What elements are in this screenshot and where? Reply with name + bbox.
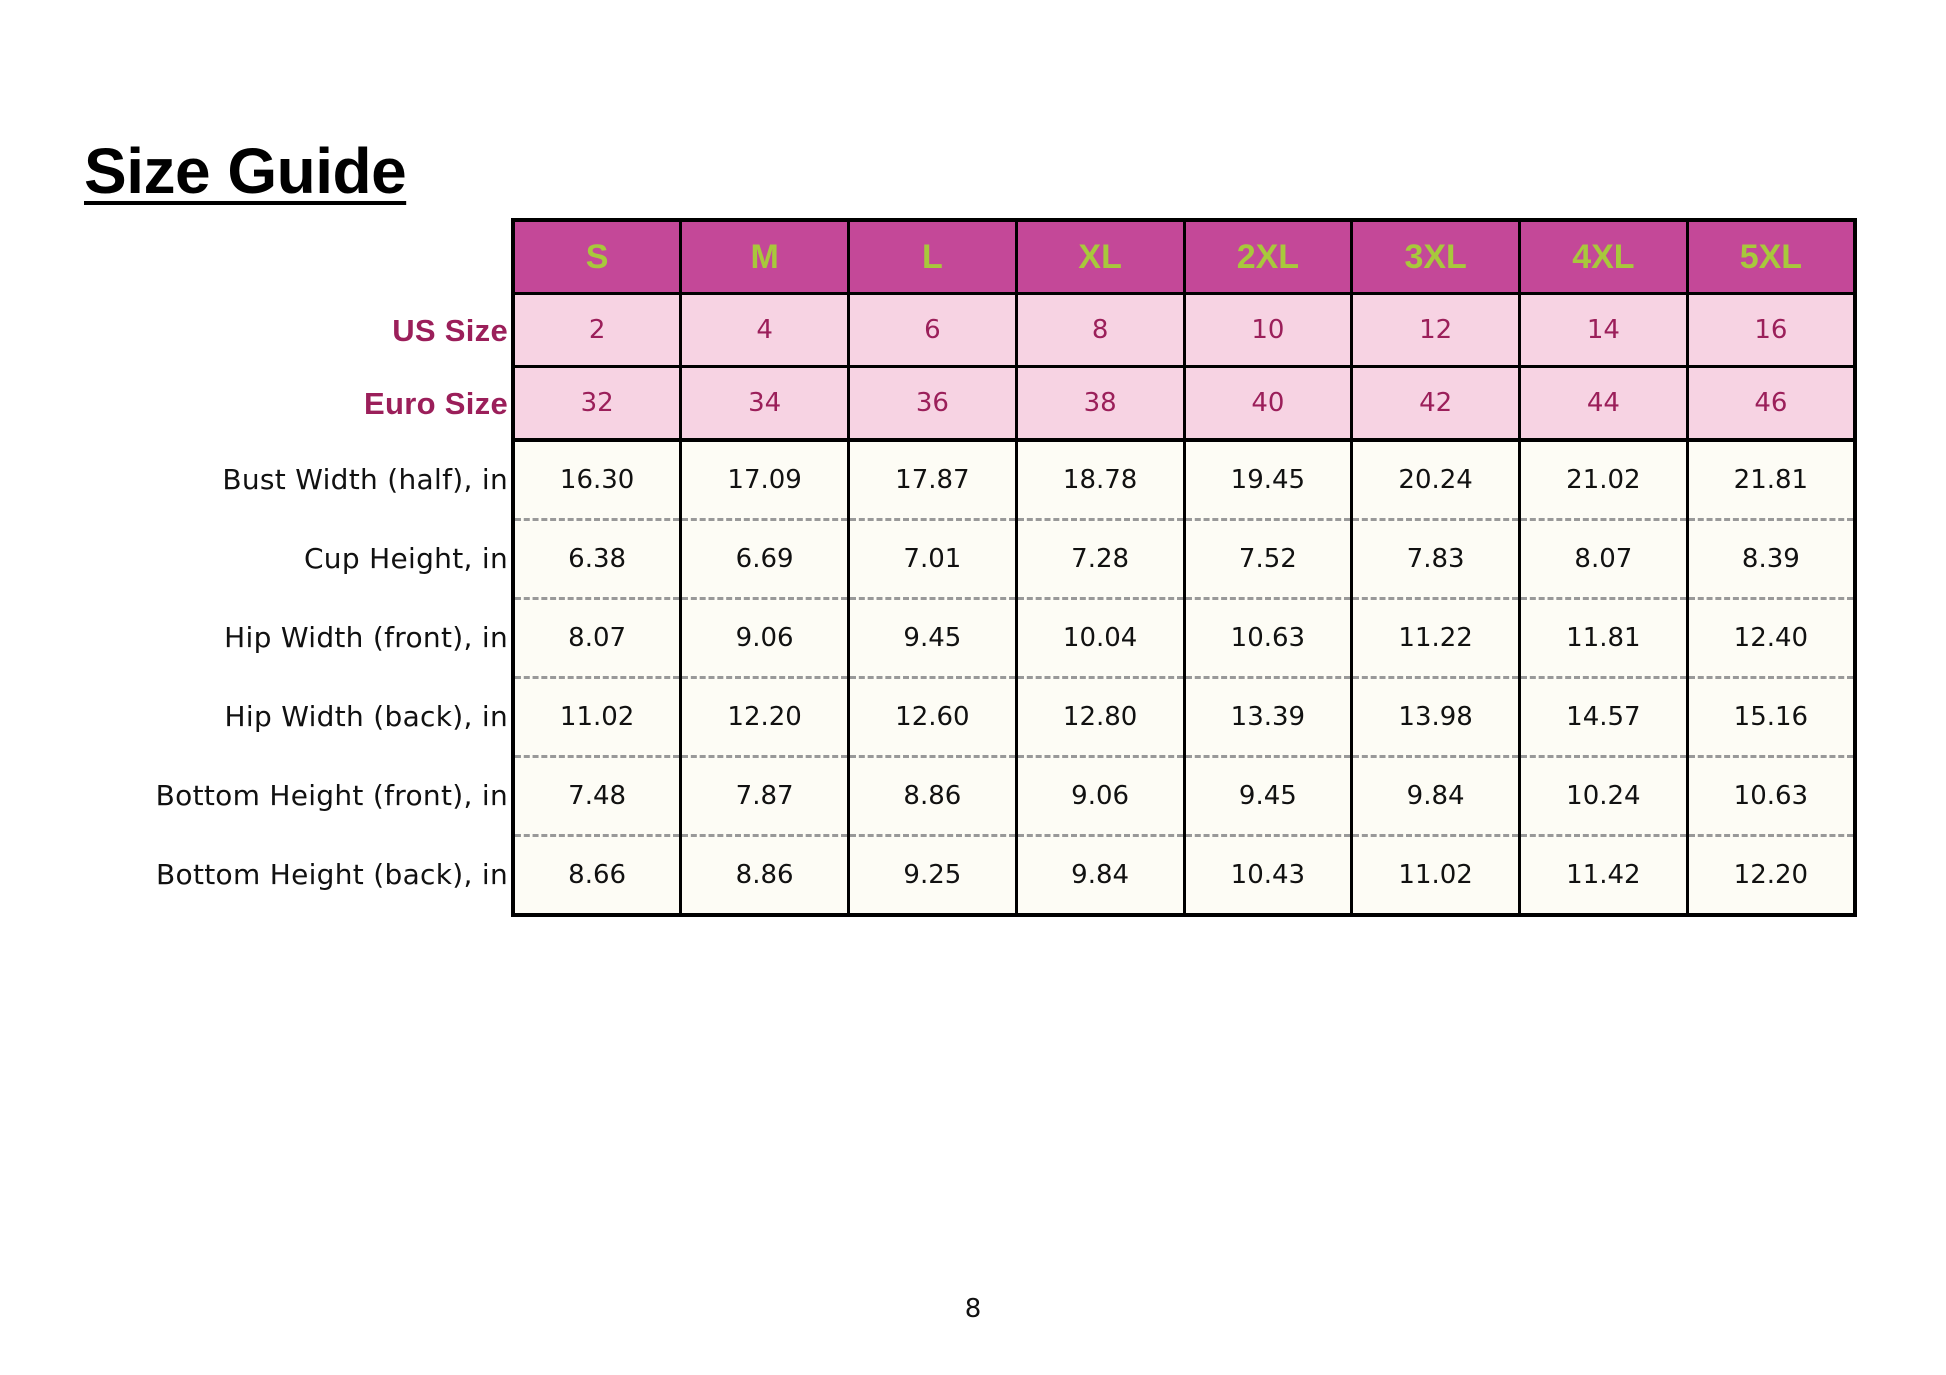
table-cell: 9.84 <box>1016 836 1184 916</box>
table-cell: 32 <box>513 367 681 441</box>
size-header-cell: 3XL <box>1352 220 1520 294</box>
table-cell: 9.45 <box>849 599 1017 678</box>
row-label-hip-width-front: Hip Width (front), in <box>224 621 508 654</box>
table-cell: 8.07 <box>513 599 681 678</box>
table-cell: 7.87 <box>681 757 849 836</box>
table-cell: 8.07 <box>1520 520 1688 599</box>
table-cell: 17.09 <box>681 440 849 520</box>
table-cell: 16 <box>1687 294 1855 367</box>
row-label-bottom-height-front: Bottom Height (front), in <box>155 779 508 812</box>
hip-width-back-row <box>513 678 1855 757</box>
table-cell: 18.78 <box>1016 440 1184 520</box>
table-cell: 8 <box>1016 294 1184 367</box>
table-cell: 17.87 <box>849 440 1017 520</box>
table-cell: 14.57 <box>1520 678 1688 757</box>
table-cell: 13.39 <box>1184 678 1352 757</box>
size-header-cell: S <box>513 220 681 294</box>
table-cell: 7.83 <box>1352 520 1520 599</box>
table-cell: 2 <box>513 294 681 367</box>
table-cell: 46 <box>1687 367 1855 441</box>
hip-width-front-row <box>513 599 1855 678</box>
table-cell: 9.25 <box>849 836 1017 916</box>
table-cell: 15.16 <box>1687 678 1855 757</box>
table-cell: 9.84 <box>1352 757 1520 836</box>
size-header-cell: 5XL <box>1687 220 1855 294</box>
table-cell: 6.38 <box>513 520 681 599</box>
table-cell: 21.02 <box>1520 440 1688 520</box>
table-cell: 42 <box>1352 367 1520 441</box>
cup-height-row <box>513 520 1855 599</box>
table-cell: 6.69 <box>681 520 849 599</box>
table-cell: 19.45 <box>1184 440 1352 520</box>
size-header-cell: 4XL <box>1520 220 1688 294</box>
table-cell: 8.86 <box>849 757 1017 836</box>
table-cell: 10.63 <box>1687 757 1855 836</box>
table-cell: 10.63 <box>1184 599 1352 678</box>
row-label-us-size: US Size <box>392 313 508 348</box>
table-cell: 12 <box>1352 294 1520 367</box>
table-cell: 16.30 <box>513 440 681 520</box>
table-cell: 21.81 <box>1687 440 1855 520</box>
bust-width-row <box>513 440 1855 520</box>
table-cell: 10 <box>1184 294 1352 367</box>
euro-size-row <box>513 367 1855 441</box>
table-cell: 38 <box>1016 367 1184 441</box>
table-cell: 9.06 <box>681 599 849 678</box>
table-cell: 14 <box>1520 294 1688 367</box>
bottom-height-back-row <box>513 836 1855 916</box>
size-header-cell: L <box>849 220 1017 294</box>
table-cell: 7.48 <box>513 757 681 836</box>
row-label-bust-width: Bust Width (half), in <box>222 463 508 496</box>
table-cell: 12.40 <box>1687 599 1855 678</box>
table-cell: 11.42 <box>1520 836 1688 916</box>
table-cell: 12.60 <box>849 678 1017 757</box>
table-cell: 8.86 <box>681 836 849 916</box>
table-cell: 11.02 <box>513 678 681 757</box>
size-guide-table <box>511 218 1857 917</box>
table-cell: 13.98 <box>1352 678 1520 757</box>
row-label-hip-width-back: Hip Width (back), in <box>224 700 508 733</box>
table-cell: 44 <box>1520 367 1688 441</box>
table-cell: 7.01 <box>849 520 1017 599</box>
page-number: 8 <box>964 1294 982 1324</box>
table-cell: 11.22 <box>1352 599 1520 678</box>
table-cell: 10.43 <box>1184 836 1352 916</box>
table-cell: 10.24 <box>1520 757 1688 836</box>
size-header-cell: 2XL <box>1184 220 1352 294</box>
row-label-cup-height: Cup Height, in <box>303 542 508 575</box>
table-cell: 6 <box>849 294 1017 367</box>
table-cell: 34 <box>681 367 849 441</box>
us-size-row <box>513 294 1855 367</box>
table-cell: 11.02 <box>1352 836 1520 916</box>
size-header-cell: M <box>681 220 849 294</box>
table-cell: 12.20 <box>681 678 849 757</box>
table-cell: 7.28 <box>1016 520 1184 599</box>
table-cell: 12.20 <box>1687 836 1855 916</box>
table-cell: 7.52 <box>1184 520 1352 599</box>
row-label-bottom-height-back: Bottom Height (back), in <box>156 858 508 891</box>
table-cell: 12.80 <box>1016 678 1184 757</box>
size-header-row <box>513 220 1855 294</box>
table-cell: 20.24 <box>1352 440 1520 520</box>
table-cell: 9.06 <box>1016 757 1184 836</box>
table-cell: 11.81 <box>1520 599 1688 678</box>
table-cell: 9.45 <box>1184 757 1352 836</box>
page-title: Size Guide <box>84 135 407 207</box>
row-label-euro-size: Euro Size <box>364 386 508 421</box>
size-header-cell: XL <box>1016 220 1184 294</box>
table-cell: 40 <box>1184 367 1352 441</box>
bottom-height-front-row <box>513 757 1855 836</box>
table-cell: 4 <box>681 294 849 367</box>
table-cell: 8.66 <box>513 836 681 916</box>
table-cell: 8.39 <box>1687 520 1855 599</box>
table-cell: 36 <box>849 367 1017 441</box>
table-cell: 10.04 <box>1016 599 1184 678</box>
